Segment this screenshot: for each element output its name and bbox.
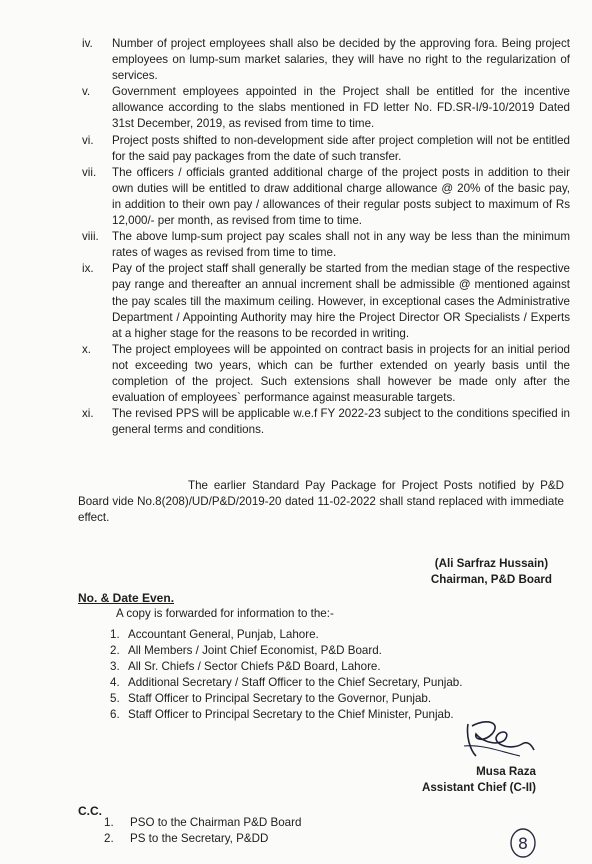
copy-list [110, 627, 462, 723]
clause-list [78, 36, 570, 438]
handwritten-signature [462, 716, 538, 764]
cc-label: C.C. [78, 804, 102, 818]
signatory-title: Chairman, P&D Board [430, 573, 552, 586]
signatory-name: (Ali Sarfraz Hussain) [434, 557, 549, 570]
clause-item: vi. Project posts shifted to non-development side after project completion will not be entitled for the said pay packages from the date of such transfer. [82, 133, 570, 163]
clause-item: vii. The officers / officials granted additional charge of the project posts in addition to their own duties will be entitled to draw additional charge allowance @ 20% of the basic pay, in addition to their own pay / allowances of their regular posts subject to maximum of Rs 12,000/- per month, as revised from time to time. [82, 165, 570, 228]
clause-item: iv. Number of project employees shall also be decided by the approving fora. Being project employees on lump-sum market salaries, they will have no right to the regularization of services. [82, 37, 570, 83]
signatory-name: Musa Raza [476, 765, 536, 778]
no-date-heading: No. & Date Even. [78, 591, 175, 605]
signatory-title: Assistant Chief (C-II) [421, 781, 536, 794]
signatory-chairman [431, 556, 552, 588]
clause-item: x. The project employees will be appointed on contract basis in projects for an initial period not exceeding two years, which can be further extended on yearly basis until the completion of the project. Such extensions shall however be made only after the evaluation of employees` performance against measurable targets. [82, 342, 570, 405]
page-number-stamp [508, 826, 538, 860]
page-number: 8 [517, 834, 529, 853]
clause-item: xi. The revised PPS will be applicable w.e.f FY 2022-23 subject to the conditions specified in general terms and conditions. [82, 407, 570, 437]
list-item: 5. Staff Officer to Principal Secretary to the Governor, Punjab. [110, 692, 432, 705]
cc-list [104, 815, 301, 847]
list-item: 6. Staff Officer to Principal Secretary to the Chief Minister, Punjab. [110, 708, 454, 721]
list-item: 2. All Members / Joint Chief Economist, P&D Board. [110, 644, 382, 657]
copy-intro: A copy is forwarded for information to the:- [116, 607, 334, 620]
replacement-paragraph: The earlier Standard Pay Package for Project Posts notified by P&D Board vide No.8(208)/UD/P&D/2019-20 dated 11-02-2022 shall stand replaced with immediate effect. [78, 479, 564, 524]
list-item: 1. PSO to the Chairman P&D Board [104, 816, 302, 829]
signatory-assistant-chief [402, 764, 536, 796]
list-item: 1. Accountant General, Punjab, Lahore. [110, 628, 319, 641]
clause-item: v. Government employees appointed in the Project shall be entitled for the incentive allowance according to the slabs mentioned in FD letter No. FD.SR-I/9-10/2019 Dated 31st December, 2019, as revised from time to time. [82, 85, 570, 131]
list-item: 4. Additional Secretary / Staff Officer to the Chief Secretary, Punjab. [110, 676, 463, 689]
clause-item: ix. Pay of the project staff shall generally be started from the median stage of the respective pay range and thereafter an annual increment shall be admissible @ mentioned against the pay scales till the maximum ceiling. However, in exceptional cases the Administrative Department / Appointing Authority may hire the Project Director OR Specialists / Experts at a higher stage for the reasons to be recorded in writing. [82, 262, 570, 340]
list-item: 3. All Sr. Chiefs / Sector Chiefs P&D Board, Lahore. [110, 660, 381, 673]
clause-item: viii. The above lump-sum project pay scales shall not in any way be less than the minimum rates of wages as revised from time to time. [82, 230, 570, 260]
list-item: 2. PS to the Secretary, P&DD [104, 832, 269, 845]
